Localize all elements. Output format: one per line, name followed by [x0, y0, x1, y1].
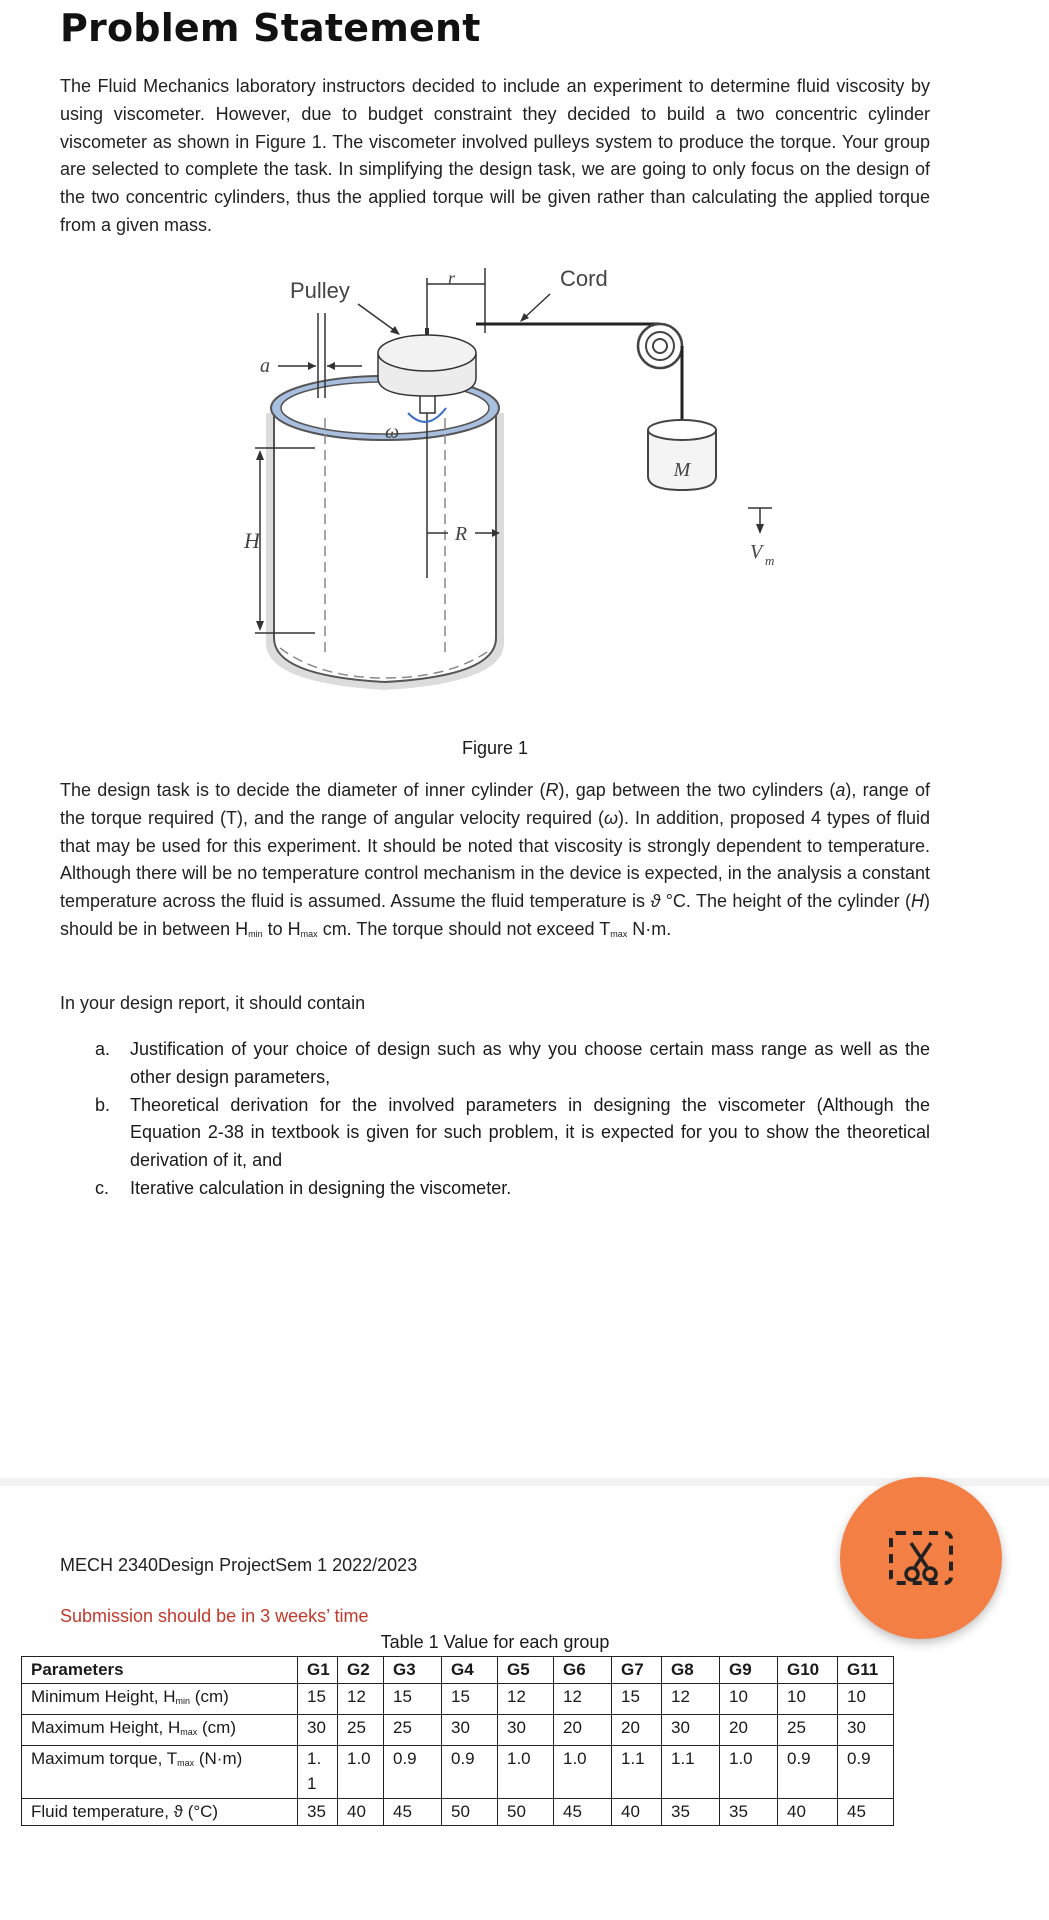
screenshot-crop-scissors-icon	[887, 1525, 955, 1593]
omega-label: ω	[385, 421, 400, 443]
height-label-h: H	[244, 528, 260, 553]
group-values-table	[21, 1656, 894, 1826]
group-header: G11	[838, 1657, 894, 1684]
param-header: Parameters	[22, 1657, 298, 1684]
submission-notice: Submission should be in 3 weeks’ time	[60, 1606, 369, 1626]
row-label: Minimum Height, $H_{min}$ (cm)	[22, 1684, 298, 1715]
group-header: G5	[498, 1657, 554, 1684]
report-intro: In your design report, it should contain	[60, 993, 366, 1013]
list-item: c. Iterative calculation in designing the viscometer.	[95, 1177, 512, 1198]
row-label: Maximum torque, $T_{max}$ (N·m)	[22, 1746, 298, 1799]
table-row: Fluid temperature, ϑ (°C) 35 40 45 50 50 45 40 35 35 40 45	[22, 1799, 894, 1826]
velocity-label-sub: m	[765, 553, 775, 568]
group-header: G3	[384, 1657, 442, 1684]
group-header: G6	[554, 1657, 612, 1684]
page-title: Problem Statement	[60, 6, 481, 50]
group-header: G4	[442, 1657, 498, 1684]
radius-label-r: r	[448, 268, 456, 288]
table-row: Maximum Height, $H_{max}$ (cm) 30 25 25 30 30 20 20 30 20 25 30	[22, 1715, 894, 1746]
table-row: Maximum torque, $T_{max}$ (N·m) 1. 1 1.0 0.9 0.9 1.0 1.0 1.1 1.1 1.0 0.9 0.9	[22, 1746, 894, 1799]
group-header: G8	[662, 1657, 720, 1684]
intro-paragraph: The Fluid Mechanics laboratory instructors decided to include an experiment to determine fluid viscosity by using viscometer. However, due to budget constraint they decided to build a two concentric cylinder viscometer as shown in Figure 1. The viscometer involved pulleys system to produce the torque. Your group are selected to complete the task. In simplifying the design task, we are going to only focus on the design of the two concentric cylinders, thus the applied torque will be given rather than calculating the applied torque from a given mass.	[60, 76, 930, 235]
report-items-list	[95, 1036, 930, 1203]
screenshot-crop-button[interactable]	[840, 1477, 1002, 1639]
pulley-label: Pulley	[290, 278, 350, 303]
group-header: G7	[612, 1657, 662, 1684]
group-header: G10	[778, 1657, 838, 1684]
course-header: MECH 2340Design ProjectSem 1 2022/2023	[60, 1555, 418, 1575]
table-caption: Table 1 Value for each group	[380, 1632, 610, 1652]
table-header-row	[22, 1657, 894, 1684]
gap-label-a: a	[260, 355, 270, 377]
group-header: G1	[298, 1657, 338, 1684]
group-header: G2	[338, 1657, 384, 1684]
list-item: a. Justification of your choice of design such as why you choose certain mass range as well as the other design parameters,	[95, 1039, 930, 1087]
table-row: Minimum Height, $H_{min}$ (cm) 15 12 15 15 12 12 15 12 10 10 10	[22, 1684, 894, 1715]
figure-caption: Figure 1	[461, 738, 529, 758]
row-label: Fluid temperature, ϑ (°C)	[22, 1799, 298, 1826]
cord-label: Cord	[560, 266, 608, 291]
design-task-paragraph: The design task is to decide the diameter of inner cylinder (R), gap between the two cylinders (a), range of the torque required (T), and the range of angular velocity required (ω). In addition, proposed 4 types of fluid that may be used for this experiment. It should be noted that viscosity is strongly dependent to temperature. Although there will be no temperature control mechanism in the device is expected, in the analysis a constant temperature across the fluid is assumed. Assume the fluid temperature is ϑ °C. The height of the cylinder (H) should be in between $H_{min}$ to $H_{max}$ cm. The torque should not exceed $T_{max}$ N·m.	[60, 780, 931, 939]
radius-label-big-r: R	[454, 523, 468, 545]
group-header: G9	[720, 1657, 778, 1684]
mass-label-m: M	[673, 459, 691, 481]
row-label: Maximum Height, $H_{max}$ (cm)	[22, 1715, 298, 1746]
list-item: b. Theoretical derivation for the involved parameters in designing the viscometer (Although the Equation 2-38 in textbook is given for such problem, it is expected for you to show the theoretical derivation of it, and	[95, 1094, 930, 1171]
viscometer-figure	[230, 258, 790, 723]
velocity-label-v: V	[750, 541, 763, 563]
